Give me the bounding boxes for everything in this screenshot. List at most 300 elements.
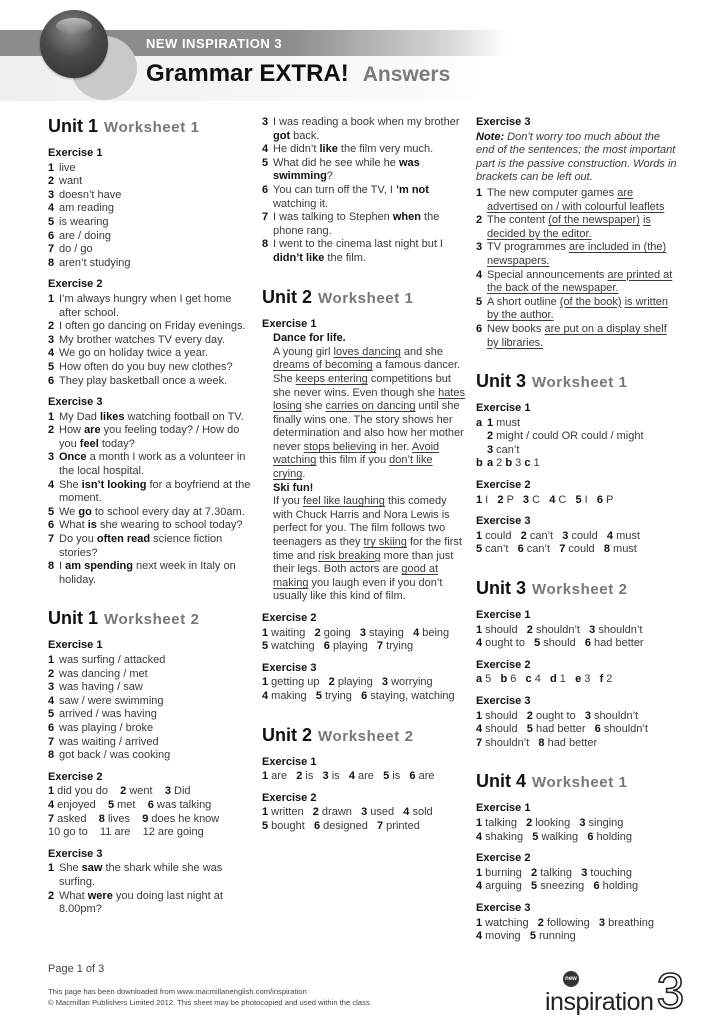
item-number: b <box>476 457 483 470</box>
bold-segment: 2 <box>497 493 504 506</box>
underlined-answer: (of the book) <box>559 295 622 308</box>
underlined-answer: are included in (the) newspapers. <box>487 241 667 267</box>
item-text <box>59 257 252 271</box>
text-segment: breathing <box>605 916 654 929</box>
item-number: 5 <box>476 295 483 308</box>
text-segment: must <box>493 416 521 429</box>
answer-item <box>48 202 252 216</box>
text-segment: She <box>59 862 82 875</box>
worksheet-label: Worksheet 1 <box>318 289 414 307</box>
item-text <box>59 347 252 361</box>
item-number: 7 <box>48 243 55 256</box>
text-segment: asked <box>54 812 99 825</box>
text-segment: touching <box>587 866 632 879</box>
answer-item <box>48 749 252 763</box>
text-segment: being <box>419 626 450 639</box>
item-text <box>59 162 252 176</box>
text-segment: can’t <box>493 443 520 456</box>
text-segment: this comedy with Chuck Harris and Nora Lewis is perfect for you. The film follows two teenagers as they <box>273 495 450 549</box>
answer-item <box>48 361 252 375</box>
answer-item <box>476 323 680 350</box>
text-segment: shaking <box>482 830 533 843</box>
bold-segment: 6 <box>147 798 154 811</box>
bold-segment: 5 <box>262 819 269 832</box>
text-segment: I was talking to Stephen <box>273 211 393 224</box>
item-text <box>59 668 252 682</box>
bold-segment: 1 <box>476 816 483 829</box>
underlined-answer: risk breaking <box>318 549 381 562</box>
item-text <box>59 230 252 244</box>
item-text <box>59 736 252 750</box>
bold-segment: 2 <box>120 785 127 798</box>
text-segment: I went to the cinema last night but I <box>273 238 443 251</box>
item-text <box>59 681 252 695</box>
text-segment: He didn’t <box>273 143 320 156</box>
text-segment: are <box>354 770 384 783</box>
exercise-title: Exercise 3 <box>476 695 531 707</box>
text-segment: this film if you <box>316 454 390 467</box>
item-text <box>59 479 252 506</box>
bold-segment: 1 <box>262 626 269 639</box>
item-text <box>59 361 252 375</box>
answer-item <box>476 269 680 296</box>
note-label: Note: <box>476 130 505 143</box>
text-segment: shouldn’t <box>595 623 643 636</box>
exercise-title: Exercise 1 <box>476 402 531 415</box>
bold-segment: 7 <box>377 819 384 832</box>
answer-line <box>476 737 680 751</box>
exercise-title: Exercise 1 <box>262 755 317 768</box>
exercise <box>476 609 680 651</box>
item-number: 2 <box>48 320 55 333</box>
bold-segment: Once <box>59 451 87 464</box>
text-segment: the film. <box>324 251 366 264</box>
bold-segment: 5 <box>315 689 322 702</box>
answer-item <box>262 211 466 238</box>
item-number: 2 <box>48 424 55 437</box>
text-segment: Do you <box>59 533 97 546</box>
answer-item <box>48 695 252 709</box>
answer-item <box>48 230 252 244</box>
answer-item <box>262 495 466 604</box>
text-segment: 2 <box>493 457 506 470</box>
exercise-title: Exercise 1 <box>476 609 531 622</box>
bold-segment: Dance for life. <box>273 332 346 345</box>
answer-item <box>48 708 252 722</box>
answer-line <box>48 813 252 827</box>
answer-item <box>48 533 252 560</box>
text-segment: live <box>59 161 76 174</box>
answer-item <box>48 334 252 348</box>
text-segment: should <box>540 637 585 650</box>
item-number: 5 <box>48 360 55 373</box>
unit-heading <box>262 286 466 310</box>
text-segment: 3 <box>512 457 525 470</box>
exercise <box>262 612 466 654</box>
bold-segment: ’m not <box>395 183 429 196</box>
text-segment: A short outline <box>487 295 560 308</box>
text-segment: can’t <box>482 543 518 556</box>
text-segment: used <box>367 806 404 819</box>
answer-line <box>262 770 466 784</box>
exercise-title: Exercise 2 <box>48 278 103 291</box>
item-number: 1 <box>48 161 55 174</box>
text-segment: ought to <box>482 637 535 650</box>
text-segment: are <box>415 770 435 783</box>
text-segment: is wearing <box>59 215 109 228</box>
exercise-title: Exercise 2 <box>476 479 531 492</box>
exercise <box>476 695 680 750</box>
bold-segment: 4 <box>403 806 410 819</box>
bold-segment: 4 <box>476 637 483 650</box>
item-text <box>59 334 252 348</box>
item-number: 6 <box>48 519 55 532</box>
bold-segment: am spending <box>65 560 133 573</box>
underlined-answer: are put on a display shelf by libraries. <box>487 322 667 349</box>
text-segment: in her. <box>376 440 412 453</box>
text-segment: met <box>114 798 148 811</box>
answer-item <box>48 451 252 478</box>
answer-item <box>476 457 680 471</box>
exercise <box>48 278 252 388</box>
underlined-answer: don’t like crying <box>273 454 433 481</box>
bold-segment: e <box>575 673 582 686</box>
text-segment: How often do you buy new clothes? <box>59 360 233 373</box>
bold-segment: 7 <box>559 543 566 556</box>
item-number: 4 <box>48 202 55 215</box>
item-number: 7 <box>48 735 55 748</box>
column-3 <box>476 113 680 944</box>
bold-segment: 5 <box>534 637 541 650</box>
bold-segment: 4 <box>476 880 483 893</box>
text-segment: was playing / broke <box>59 721 154 734</box>
bold-segment: 4 <box>48 798 55 811</box>
bold-segment: 5 <box>262 640 269 653</box>
bold-segment: got <box>273 129 291 142</box>
bold-segment: 3 <box>589 623 596 636</box>
bold-segment: 1 <box>476 866 483 879</box>
bold-segment: 3 <box>322 770 329 783</box>
text-segment: arrived / was having <box>59 708 157 721</box>
answer-line <box>262 676 466 690</box>
text-segment: science fiction stories? <box>59 533 223 559</box>
column-1 <box>48 113 252 917</box>
item-text <box>273 116 466 143</box>
bold-segment: was swimming <box>273 156 420 183</box>
bold-segment: 6 <box>323 640 330 653</box>
underlined-answer: keeps entering <box>295 372 368 385</box>
item-text <box>487 214 680 241</box>
item-text <box>273 346 466 482</box>
text-segment: should <box>482 623 527 636</box>
answer-item <box>48 668 252 682</box>
item-text <box>59 708 252 722</box>
bold-segment: c <box>525 673 532 686</box>
item-text <box>487 323 680 350</box>
text-segment: had better <box>544 736 598 749</box>
exercise-title: Exercise 2 <box>262 612 317 624</box>
text-segment: What <box>59 519 88 532</box>
item-text <box>273 495 466 604</box>
text-segment: enjoyed <box>54 798 108 811</box>
unit-heading <box>476 770 680 794</box>
item-number <box>262 346 273 482</box>
worksheet-label: Worksheet 1 <box>104 119 200 136</box>
item-text <box>59 293 252 320</box>
text-segment: ought to <box>532 709 585 722</box>
item-number: 1 <box>48 410 55 423</box>
worksheet-label: Worksheet 1 <box>532 374 628 392</box>
exercise-title: Exercise 1 <box>48 147 103 159</box>
text-segment: you laugh even if you don’t usually like this kind of film. <box>273 576 443 603</box>
text-segment: I was reading a book when my brother <box>273 116 460 128</box>
exercise <box>476 479 680 507</box>
item-text <box>59 506 252 520</box>
bold-segment: a <box>487 457 494 470</box>
underlined-answer: try skiing <box>363 536 407 549</box>
answer-item <box>48 347 252 361</box>
bold-segment: 8 <box>538 736 545 749</box>
download-notice: This page has been downloaded from www.macmillanenglish.com/inspiration <box>48 987 307 996</box>
item-text <box>59 424 252 451</box>
bold-segment: go <box>78 505 92 518</box>
text-segment: What <box>59 889 88 902</box>
bold-segment: 3 <box>584 709 591 722</box>
bold-segment: 3 <box>579 816 586 829</box>
unit-heading <box>48 607 252 631</box>
bold-segment: is <box>87 519 97 532</box>
bold-segment: c <box>524 457 531 470</box>
bold-segment: 6 <box>409 770 416 783</box>
bold-segment: 8 <box>98 812 105 825</box>
answer-line <box>476 494 680 508</box>
text-segment: sold <box>409 806 433 819</box>
text-segment: does he know <box>148 812 220 825</box>
text-segment: competitions but she never wins. Even though she <box>273 372 451 399</box>
bold-segment: 2 <box>531 866 538 879</box>
item-number: 6 <box>48 374 55 387</box>
text-segment: trying <box>383 640 414 653</box>
answer-item <box>48 681 252 695</box>
exercise-note <box>476 131 680 185</box>
worksheet-label: Worksheet 1 <box>532 774 628 792</box>
bold-segment: 1 <box>476 709 483 722</box>
underlined-answer: is written by the author. <box>487 295 669 322</box>
bold-segment: 1 <box>487 416 494 429</box>
text-segment: must <box>609 543 637 556</box>
item-text <box>59 243 252 257</box>
exercise-title: Exercise 2 <box>48 770 103 783</box>
bold-segment: 6 <box>593 880 600 893</box>
item-text <box>59 451 252 478</box>
unit-label: Unit 3 <box>476 371 527 392</box>
answer-line <box>262 690 466 704</box>
exercise <box>48 771 252 840</box>
exercise-title: Exercise 2 <box>476 852 531 865</box>
underlined-answer: carries on dancing <box>325 400 416 413</box>
text-segment: you doing last night at 8.00pm? <box>59 889 223 916</box>
worksheet-label: Worksheet 2 <box>532 581 628 599</box>
bold-segment: 5 <box>532 830 539 843</box>
exercise <box>476 802 680 844</box>
item-number: 7 <box>48 533 55 546</box>
bold-segment: 1 <box>48 785 55 798</box>
answer-line <box>262 627 466 641</box>
bold-segment: 1 <box>262 676 269 689</box>
text-segment: If you <box>273 495 303 508</box>
answer-item <box>48 162 252 176</box>
item-text <box>59 202 252 216</box>
bold-segment: 4 <box>348 770 355 783</box>
bold-segment: 4 <box>606 529 614 542</box>
bold-segment: 5 <box>107 798 115 811</box>
answer-line <box>476 673 680 687</box>
answer-item <box>48 654 252 668</box>
answer-line <box>476 930 680 944</box>
copyright-notice: © Macmillan Publishers Limited 2012. This sheet may be photocopied and used within the class. <box>48 998 372 1007</box>
text-segment: holding <box>593 830 632 843</box>
text-segment: The content <box>487 214 549 227</box>
bold-segment: feel <box>79 437 99 450</box>
item-number: 3 <box>48 451 55 464</box>
item-text <box>273 332 466 346</box>
bold-segment: f <box>599 673 604 686</box>
text-segment: should <box>482 723 527 736</box>
bold-segment: 6 <box>361 689 368 702</box>
title-main: Grammar EXTRA! <box>146 60 349 87</box>
bold-segment: 7 <box>376 640 384 653</box>
text-segment: could <box>568 529 607 542</box>
bold-segment: when <box>392 211 421 224</box>
text-segment: is <box>389 770 410 783</box>
answer-item <box>48 320 252 334</box>
bold-segment: 6 <box>314 819 321 832</box>
item-number: 1 <box>476 186 483 199</box>
item-number: a <box>476 416 483 429</box>
answer-line <box>476 917 680 931</box>
item-text <box>59 533 252 560</box>
item-number: 4 <box>48 694 55 707</box>
answer-item <box>48 722 252 736</box>
answer-item <box>476 241 680 268</box>
text-segment: Did <box>170 785 191 798</box>
exercise-title: Exercise 2 <box>476 658 531 671</box>
answer-item <box>262 143 466 157</box>
bold-segment: 1 <box>262 770 269 783</box>
page-number: Page 1 of 3 <box>48 963 105 975</box>
answer-item <box>48 862 252 889</box>
answer-item <box>48 519 252 533</box>
item-text <box>59 189 252 203</box>
bold-segment: 9 <box>142 812 149 825</box>
bold-segment: isn’t looking <box>81 478 147 491</box>
answer-item <box>48 216 252 230</box>
item-text <box>273 157 466 184</box>
text-segment: staying <box>365 626 414 639</box>
exercise <box>476 902 680 944</box>
item-number: 3 <box>48 681 55 694</box>
underlined-answer: feel like laughing <box>302 495 385 508</box>
item-number: 6 <box>262 183 269 196</box>
bold-segment: a <box>476 673 483 686</box>
item-number: 1 <box>48 654 55 666</box>
answer-line <box>476 880 680 894</box>
bold-segment: 1 <box>476 493 483 506</box>
text-segment: went <box>126 785 165 798</box>
exercise <box>262 116 466 266</box>
item-number: 6 <box>48 721 55 734</box>
text-segment: drawn <box>318 806 362 819</box>
bold-segment: didn’t like <box>273 251 325 264</box>
text-segment: 4 <box>531 673 551 686</box>
bold-segment: 2 <box>537 916 544 929</box>
logo-new-badge: new <box>563 971 579 987</box>
text-segment: can’t <box>523 543 560 556</box>
text-segment: a month I work as a volunteer in the local hospital. <box>59 451 246 478</box>
exercise <box>262 318 466 604</box>
exercise <box>48 639 252 762</box>
exercise <box>262 662 466 704</box>
bold-segment: 2 <box>487 430 494 443</box>
bold-segment: 3 <box>562 529 569 542</box>
text-segment: waiting <box>268 626 315 639</box>
exercise <box>48 848 252 917</box>
exercise-title: Exercise 3 <box>476 515 531 528</box>
answer-item <box>262 116 466 143</box>
item-number: 5 <box>48 215 55 228</box>
text-segment: the film very much. <box>337 143 434 156</box>
footer-notice <box>48 986 372 1008</box>
page-title <box>146 60 450 89</box>
bold-segment: 7 <box>476 736 483 749</box>
item-number: 5 <box>48 505 55 518</box>
bold-segment: were <box>87 889 113 902</box>
text-segment: playing <box>329 640 377 653</box>
bold-segment: likes <box>99 410 125 423</box>
bold-segment: 3 <box>381 676 389 689</box>
item-text <box>487 457 680 471</box>
text-segment: was waiting / arrived <box>59 735 159 748</box>
item-number <box>262 332 273 346</box>
bold-segment: 4 <box>262 689 269 702</box>
text-segment: I <box>581 493 597 506</box>
text-segment: We go on holiday twice a year. <box>59 347 208 360</box>
answer-line <box>476 530 680 544</box>
item-number: 4 <box>48 347 55 360</box>
text-segment: next week in Italy on holiday. <box>59 560 236 586</box>
item-number: 1 <box>48 292 55 305</box>
answer-item <box>476 430 680 444</box>
text-segment: did you do <box>54 785 121 798</box>
item-text <box>487 417 680 431</box>
underlined-answer: stops believing <box>303 440 377 453</box>
exercise <box>48 396 252 587</box>
text-segment: was surfing / attacked <box>59 654 166 666</box>
exercise <box>262 792 466 834</box>
text-segment: was having / saw <box>59 681 143 694</box>
bold-segment: 3 <box>522 493 530 506</box>
item-number: 6 <box>476 322 483 335</box>
answer-item <box>262 238 466 265</box>
text-segment: moving <box>482 930 530 943</box>
item-number: 2 <box>48 889 55 902</box>
text-segment: C <box>529 493 550 506</box>
text-segment: 2 <box>603 673 613 686</box>
text-segment: walking <box>538 830 588 843</box>
item-text <box>273 143 466 157</box>
text-segment: making <box>268 689 316 702</box>
answer-line <box>476 867 680 881</box>
